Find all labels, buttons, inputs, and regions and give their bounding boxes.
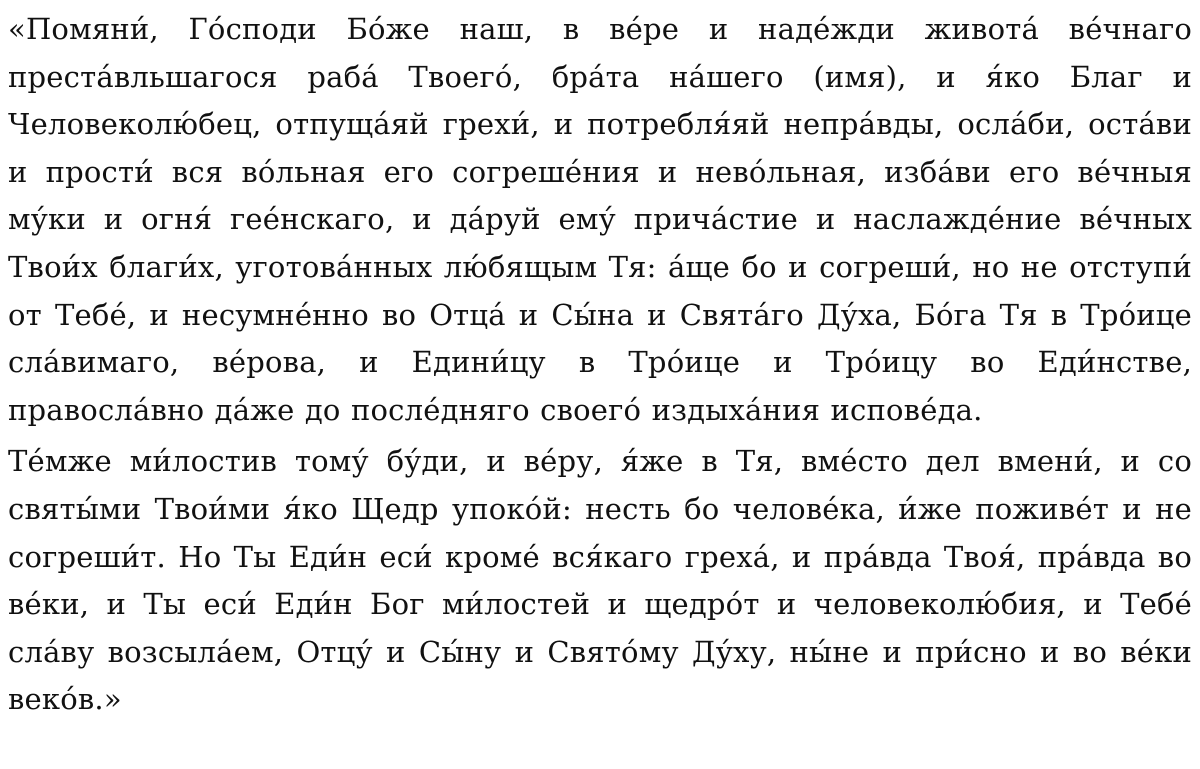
prayer-document [8, 6, 1192, 763]
prayer-paragraph-1: «Помяни́, Го́споди Бо́же наш, в ве́ре и наде́жди живота́ ве́чнаго преста́вльшагося раба́ Твоего́, бра́та на́шего (имя), и я́ко Благ и Человеколю́бец, отпуща́яй грехи́, и потребля́яй непра́вды, осла́би, оста́ви и прости́ вся во́льная его согреше́ния и нево́льная, изба́ви его ве́чныя му́ки и огня́ гее́нскаго, и да́руй ему́ прича́стие и наслажде́ние ве́чных Твои́х благи́х, уготова́нных лю́бящым Тя: а́ще бо и согреши́, но не отступи́ от Тебе́, и несумне́нно во Отца́ и Сы́на и Свята́го Ду́ха, Бо́га Тя в Тро́ице сла́вимаго, ве́рова, и Едини́цу в Тро́ице и Тро́ицу во Еди́нстве, правосла́вно да́же до после́дняго своего́ издыха́ния испове́да. [8, 12, 1192, 427]
prayer-paragraph-2: Те́мже ми́лостив тому́ бу́ди, и ве́ру, я́же в Тя, вме́сто дел вмени́, и со святы́ми Твои́ми я́ко Щедр упоко́й: несть бо челове́ка, и́же поживе́т и не согреши́т. Но Ты Еди́н еси́ кроме́ вся́каго греха́, и пра́вда Твоя́, пра́вда во ве́ки, и Ты еси́ Еди́н Бог ми́лостей и щедро́т и человеколю́бия, и Тебе́ сла́ву возсыла́ем, Отцу́ и Сы́ну и Свято́му Ду́ху, ны́не и при́сно и во ве́ки веко́в.» [8, 444, 1192, 717]
